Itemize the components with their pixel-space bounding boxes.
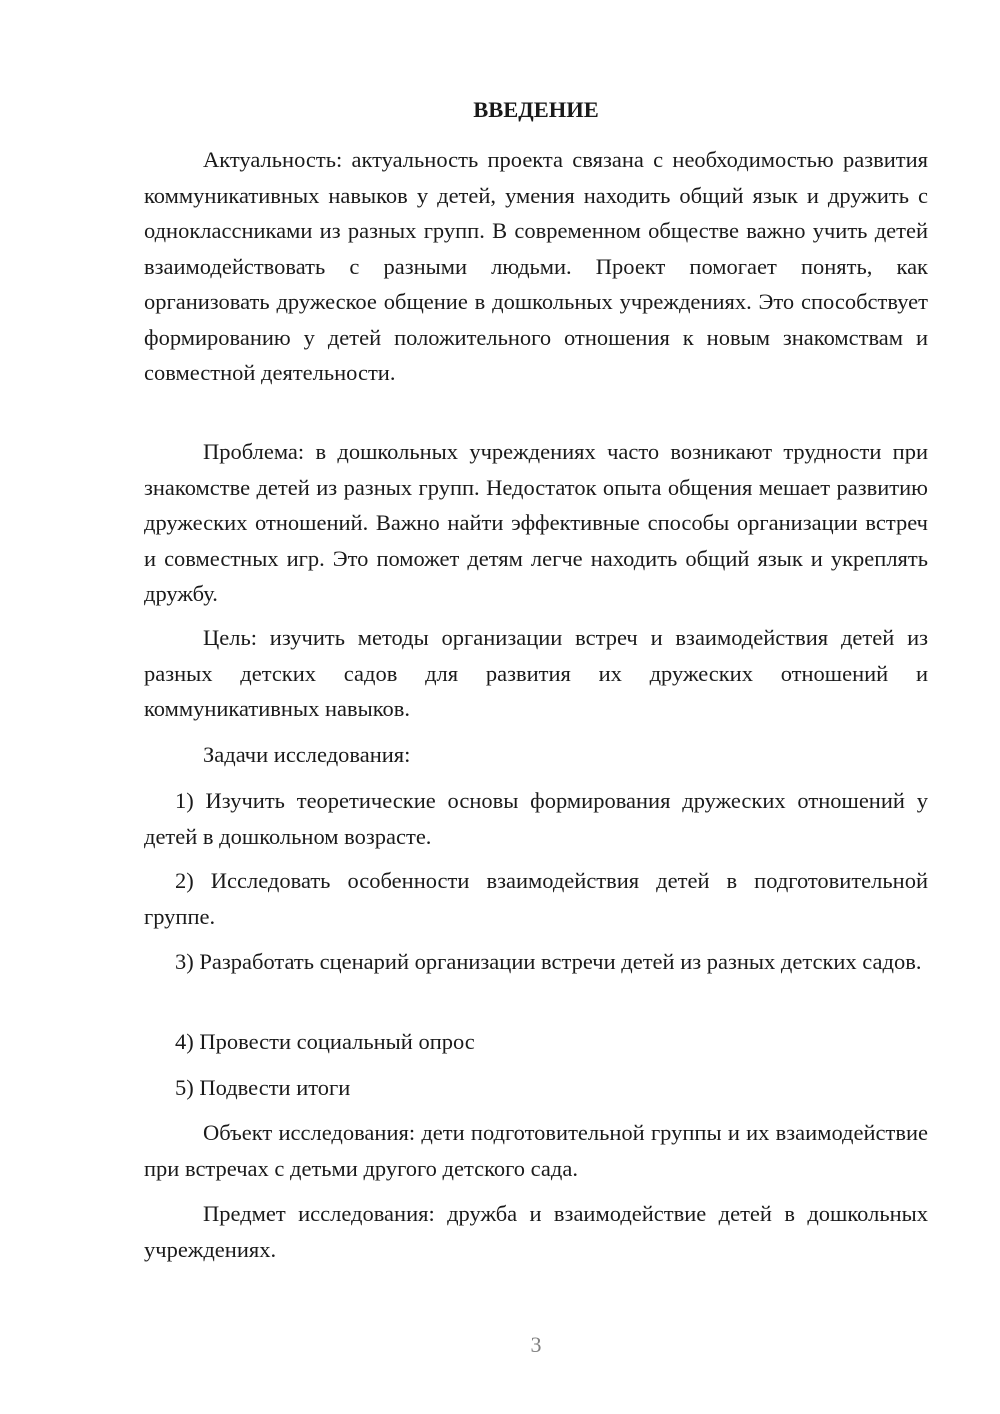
tasks-heading: Задачи исследования: [203,742,411,767]
task-item-1: 1) Изучить теоретические основы формирования дружеских отношений у детей в дошкольном возрасте. [144,788,928,849]
task-item-5: 5) Подвести итоги [175,1075,351,1100]
task-item-4: 4) Провести социальный опрос [175,1029,475,1054]
subject-paragraph: Предмет исследования: дружба и взаимодействие детей в дошкольных учреждениях. [144,1201,928,1262]
section-title: ВВЕДЕНИЕ [473,97,599,122]
actuality-paragraph: Актуальность: актуальность проекта связана с необходимостью развития коммуникативных навыков у детей, умения находить общий язык и дружить с одноклассниками из разных групп. В современном обществе важно учить детей взаимодействовать с разными людьми. Проект помогает понять, как организовать дружеское общение в дошкольных учреждениях. Это способствует формированию у детей положительного отношения к новым знакомствам и совместной деятельности. [144,147,928,385]
task-item-3: 3) Разработать сценарий организации встречи детей из разных детских садов. [175,949,922,974]
goal-paragraph: Цель: изучить методы организации встреч и взаимодействия детей из разных детских садов для развития их дружеских отношений и коммуникативных навыков. [144,625,928,721]
page-number: 3 [530,1332,542,1357]
object-paragraph: Объект исследования: дети подготовительной группы и их взаимодействие при встречах с детьми другого детского сада. [144,1120,928,1181]
problem-paragraph: Проблема: в дошкольных учреждениях часто возникают трудности при знакомстве детей из разных групп. Недостаток опыта общения мешает развитию дружеских отношений. Важно найти эффективные способы организации встреч и совместных игр. Это поможет детям легче находить общий язык и укреплять дружбу. [144,439,928,606]
task-item-2: 2) Исследовать особенности взаимодействия детей в подготовительной группе. [144,868,928,929]
